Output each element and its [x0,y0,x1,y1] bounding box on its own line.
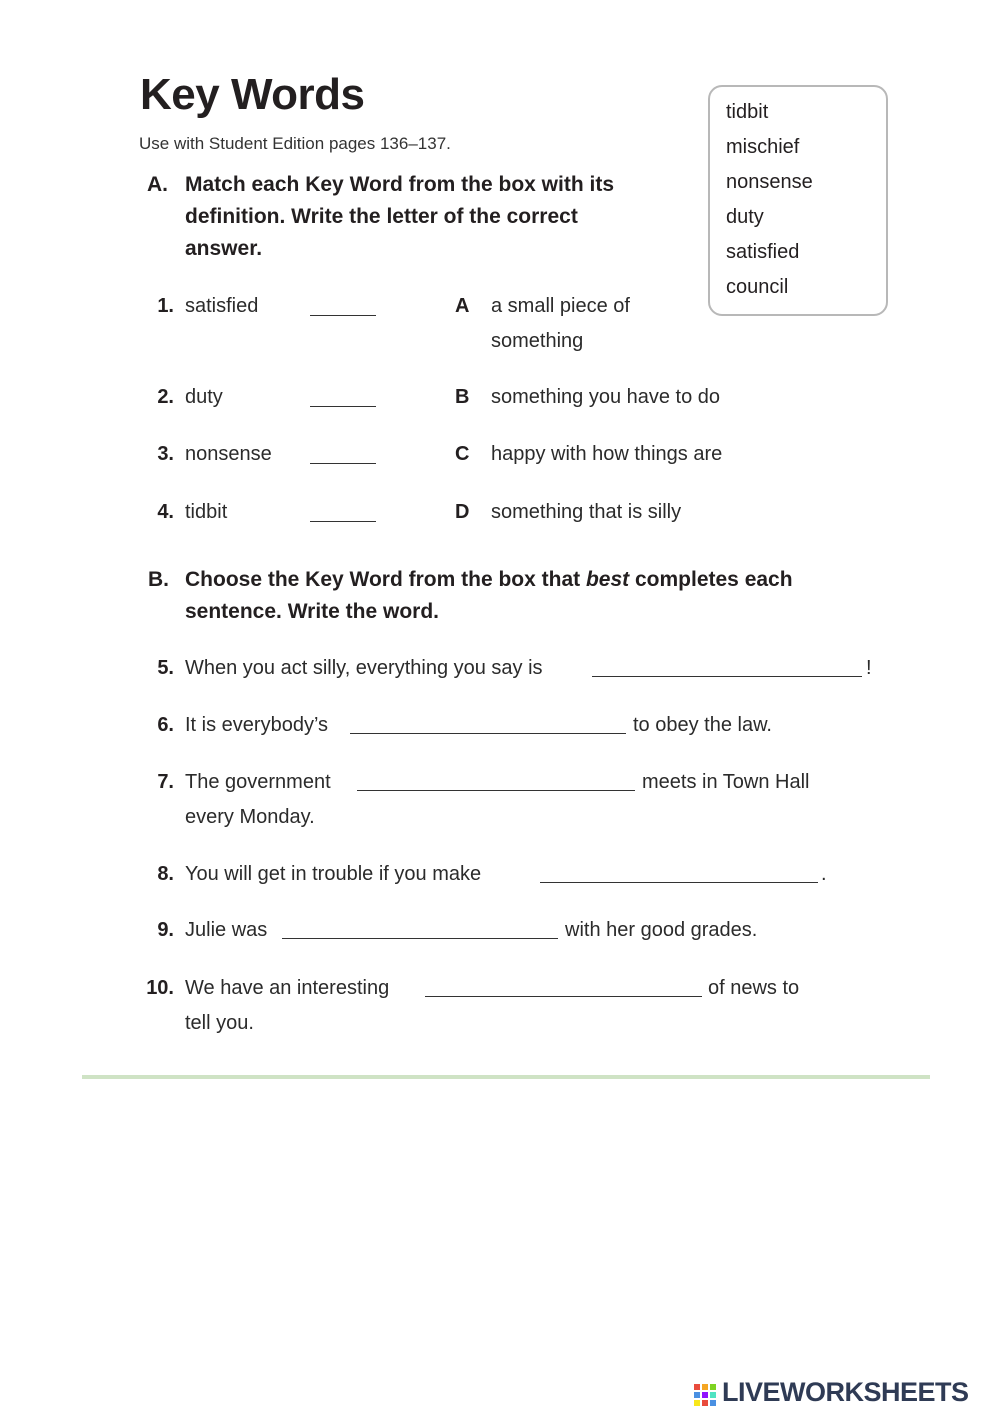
answer-blank[interactable] [350,733,626,734]
definition-letter: A [455,295,470,317]
answer-blank[interactable] [310,463,376,464]
word-box-item: satisfied [726,241,800,263]
match-word: tidbit [185,501,228,523]
page-subtitle: Use with Student Edition pages 136–137. [139,134,451,153]
sentence-text: with her good grades. [565,919,758,941]
item-number: 5. [157,657,174,679]
match-word: duty [185,386,223,408]
definition-text: something that is silly [491,501,682,523]
item-number: 9. [157,919,174,941]
definition-text: a small piece of something [491,295,630,352]
footer-divider [82,1075,930,1079]
liveworksheets-logo-icon [694,1384,718,1406]
sentence-text: It is everybody’s [185,714,329,736]
item-number: 1. [157,295,174,317]
page-title: Key Words [140,70,365,119]
answer-blank[interactable] [357,790,635,791]
match-word: satisfied [185,295,259,317]
answer-blank[interactable] [310,315,376,316]
item-number: 2. [157,386,174,408]
sentence-text: tell you. [185,1012,254,1034]
definition-letter: B [455,386,470,408]
sentence-text: You will get in trouble if you make [185,863,482,885]
sentence-text: meets in Town Hall [642,771,810,793]
section-b-instruction: Choose the Key Word from the box that best completes each sentence. Write the word. [185,568,793,623]
word-box-item: council [726,276,789,298]
item-number: 8. [157,863,174,885]
sentence-text: of news to [708,977,800,999]
sentence-text: The government [185,771,331,793]
word-box-item: tidbit [726,101,769,123]
sentence-text: every Monday. [185,806,315,828]
sentence-text: Julie was [185,919,268,941]
section-a-letter: A. [147,173,168,196]
answer-blank[interactable] [540,882,818,883]
answer-blank[interactable] [592,676,862,677]
item-number: 4. [157,501,174,523]
sentence-text: . [821,863,827,885]
item-number: 3. [157,443,174,465]
word-box [708,85,888,316]
answer-blank[interactable] [310,521,376,522]
definition-letter: D [455,501,470,523]
section-a-instruction: Match each Key Word from the box with its definition. Write the letter of the correct answer. [185,173,615,260]
item-number: 7. [157,771,174,793]
word-box-item: duty [726,206,764,228]
section-b-letter: B. [148,568,169,591]
sentence-text: to obey the law. [633,714,772,736]
match-word: nonsense [185,443,272,465]
word-box-item: mischief [726,136,800,158]
word-box-item: nonsense [726,171,813,193]
sentence-text: When you act silly, everything you say is [185,657,543,679]
answer-blank[interactable] [310,406,376,407]
liveworksheets-brand: LIVEWORKSHEETS [722,1377,969,1407]
answer-blank[interactable] [425,996,702,997]
sentence-text: We have an interesting [185,977,390,999]
item-number: 10. [146,977,174,999]
sentence-text: ! [866,657,872,679]
item-number: 6. [157,714,174,736]
definition-text: something you have to do [491,386,721,408]
answer-blank[interactable] [282,938,558,939]
definition-letter: C [455,443,470,465]
definition-text: happy with how things are [491,443,723,465]
